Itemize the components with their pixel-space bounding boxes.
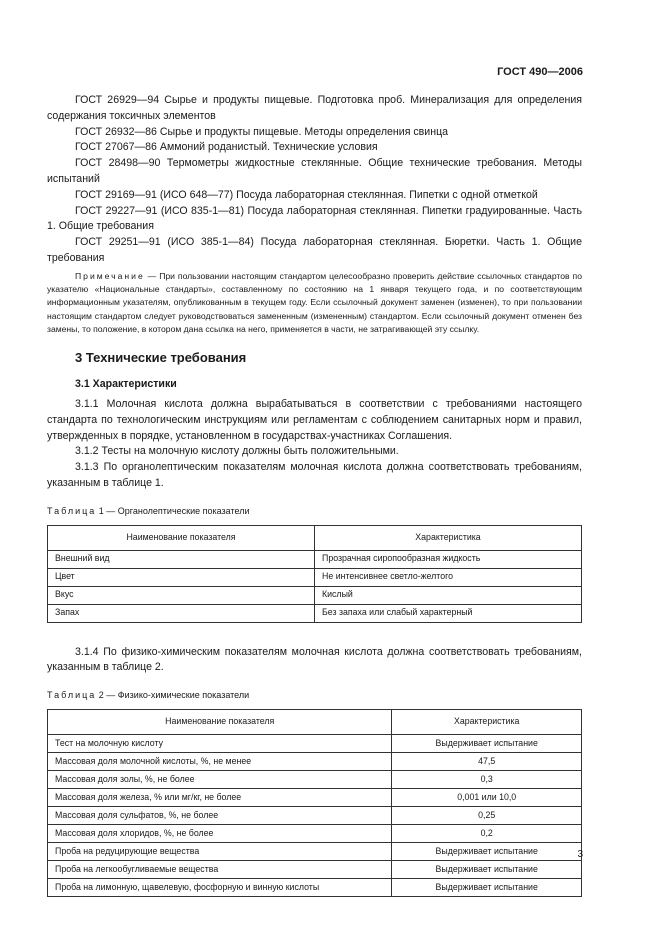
table-cell: Массовая доля железа, % или мг/кг, не более [48, 789, 392, 807]
table-cell: Массовая доля молочной кислоты, %, не менее [48, 753, 392, 771]
table-cell: Внешний вид [48, 550, 315, 568]
table-cell: Массовая доля сульфатов, %, не более [48, 807, 392, 825]
page-number: 3 [577, 849, 583, 860]
reference-item: ГОСТ 29169—91 (ИСО 648—77) Посуда лабораторная стеклянная. Пипетки с одной отметкой [75, 188, 538, 201]
reference-item: ГОСТ 29227—91 (ИСО 835-1—81) Посуда лабораторная стеклянная. Пипетки градуированные. Часть 1. Общие требования [47, 204, 582, 233]
table-row [48, 861, 582, 879]
table-cell: 0,3 [392, 771, 582, 789]
table-row [48, 735, 582, 753]
table-row [48, 807, 582, 825]
table-cell: Проба на лимонную, щавелевую, фосфорную и винную кислоты [48, 879, 392, 897]
document-id-header: ГОСТ 490—2006 [497, 66, 583, 78]
table1-caption-label: Таблица [47, 505, 97, 516]
table-cell: 0,25 [392, 807, 582, 825]
table-cell: Выдерживает испытание [392, 843, 582, 861]
note-paragraph [47, 270, 582, 336]
table-cell: Не интенсивнее светло-желтого [315, 568, 582, 586]
paragraph-3-1-1: 3.1.1 Молочная кислота должна вырабатываться в соответствии с требованиями настоящего стандарта по технологическим инструкциям или регламентам с соблюдением санитарных норм и правил, утвержденных в порядке, установленном в государствах-участниках Соглашения. [47, 398, 582, 442]
table-row [48, 843, 582, 861]
table-header-cell: Характеристика [392, 710, 582, 735]
table-header-row [48, 710, 582, 735]
table-header-cell: Наименование показателя [48, 710, 392, 735]
table-row [48, 771, 582, 789]
reference-item: ГОСТ 26932—86 Сырье и продукты пищевые. Методы определения свинца [75, 125, 449, 138]
table-cell: 47,5 [392, 753, 582, 771]
table-cell: 0,2 [392, 825, 582, 843]
table2 [47, 709, 582, 897]
note-text: — При пользовании настоящим стандартом целесообразно проверить действие ссылочных стандартов по указателю «Национальные стандарты», составленному по состоянию на 1 января текущего года, и по соответствующим информационным указателям, опубликованным в текущем году. Если ссылочный документ заменен (изменен), то при пользовании настоящим стандартом следует руководствоваться замененным (измененным) стандартом. Если ссылочный документ отменен без замены, то положение, в котором дана ссылка на него, применяется в части, не затрагивающей эту ссылку. [47, 270, 582, 334]
table2-caption [47, 688, 582, 704]
table1-caption [47, 504, 582, 520]
paragraph-3-1-2: 3.1.2 Тесты на молочную кислоту должны быть положительными. [75, 445, 399, 458]
table-cell: Массовая доля золы, %, не более [48, 771, 392, 789]
table-cell: Тест на молочную кислоту [48, 735, 392, 753]
table-cell: Цвет [48, 568, 315, 586]
table-row [48, 825, 582, 843]
table-header-row [48, 525, 582, 550]
table-row [48, 550, 582, 568]
table-cell: Массовая доля хлоридов, %, не более [48, 825, 392, 843]
table-row [48, 879, 582, 897]
table-cell: 0,001 или 10,0 [392, 789, 582, 807]
reference-item: ГОСТ 27067—86 Аммоний роданистый. Технические условия [75, 141, 378, 154]
table-cell: Без запаха или слабый характерный [315, 604, 582, 622]
table-cell: Запах [48, 604, 315, 622]
table-cell: Прозрачная сиропообразная жидкость [315, 550, 582, 568]
table-row [48, 753, 582, 771]
table-cell: Кислый [315, 586, 582, 604]
table2-caption-label: Таблица [47, 690, 97, 701]
table1 [47, 525, 582, 623]
table-row [48, 568, 582, 586]
table1-caption-text: 1 — Органолептические показатели [96, 505, 250, 516]
section-heading: 3 Технические требования [75, 350, 247, 366]
table-cell: Проба на редуцирующие вещества [48, 843, 392, 861]
reference-item: ГОСТ 29251—91 (ИСО 385-1—84) Посуда лабораторная стеклянная. Бюретки. Часть 1. Общие требования [47, 236, 582, 264]
note-label: Примечание [75, 270, 145, 281]
page-content [47, 93, 582, 897]
reference-item: ГОСТ 28498—90 Термометры жидкостные стеклянные. Общие технические требования. Методы испытаний [47, 157, 582, 185]
paragraph-3-1-3: 3.1.3 По органолептическим показателям молочная кислота должна соответствовать требованиям, указанным в таблице 1. [47, 461, 582, 490]
table2-caption-text: 2 — Физико-химические показатели [96, 690, 250, 701]
table-cell: Выдерживает испытание [392, 735, 582, 753]
paragraph-3-1-4: 3.1.4 По физико-химическим показателям молочная кислота должна соответствовать требованиям, указанным в таблице 2. [47, 645, 582, 674]
table-row [48, 586, 582, 604]
table-cell: Проба на легкообугливаемые вещества [48, 861, 392, 879]
table-header-cell: Наименование показателя [48, 525, 315, 550]
table-row [48, 604, 582, 622]
table-header-cell: Характеристика [315, 525, 582, 550]
table-cell: Выдерживает испытание [392, 879, 582, 897]
subsection-heading: 3.1 Характеристики [75, 378, 177, 391]
table-cell: Выдерживает испытание [392, 861, 582, 879]
reference-item: ГОСТ 26929—94 Сырье и продукты пищевые. Подготовка проб. Минерализация для определения содержания токсичных элементов [47, 94, 582, 122]
table-row [48, 789, 582, 807]
table-cell: Вкус [48, 586, 315, 604]
